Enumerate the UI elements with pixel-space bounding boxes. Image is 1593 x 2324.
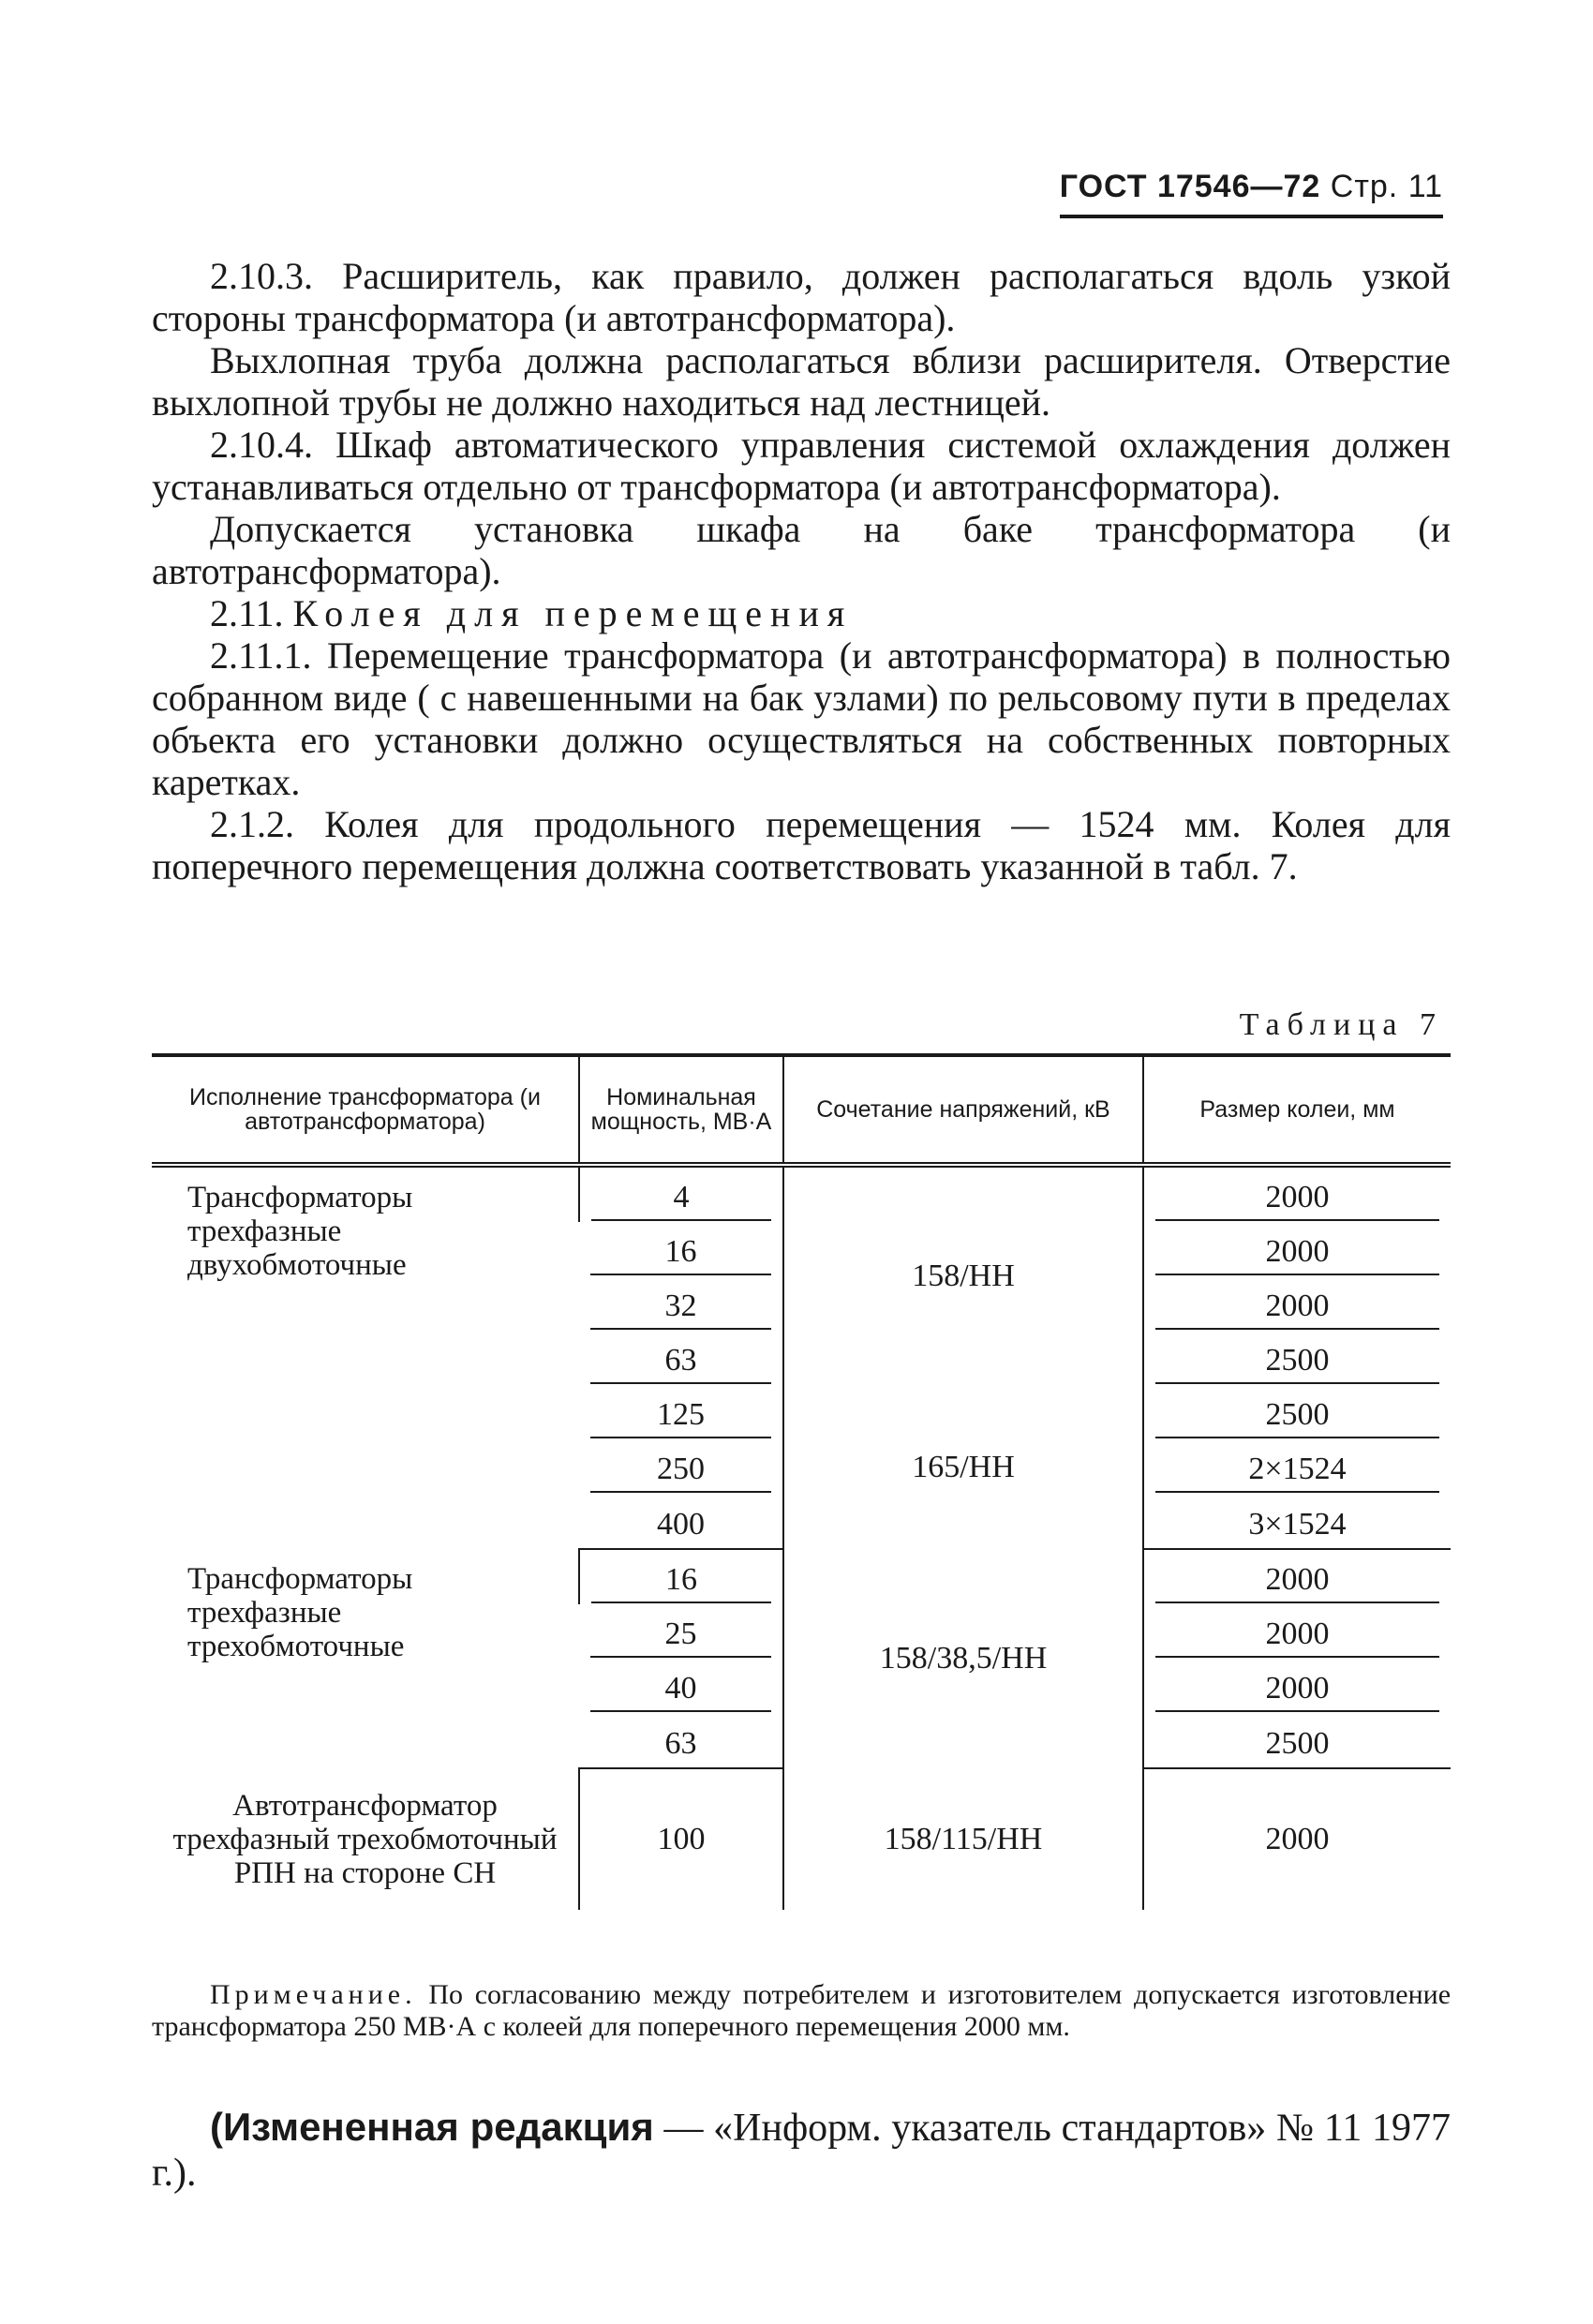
track-cell: 2000 [1143,1165,1451,1222]
table-row [152,1549,1451,1604]
power-cell: 40 [579,1659,783,1713]
paragraph: 2.10.4. Шкаф автоматического управления системой охлаждения должен устанавливаться отдельно от трансформатора (и автотрансформатора). [152,424,1451,508]
voltage-cell: 158/НН [783,1165,1143,1385]
power-cell: 125 [579,1385,783,1439]
power-cell: 250 [579,1439,783,1494]
column-header: Исполнение трансформатора (и автотрансформатора) [152,1055,579,1165]
power-cell: 63 [579,1331,783,1385]
standard-number: ГОСТ 17546—72 [1059,169,1321,204]
track-cell: 2500 [1143,1385,1451,1439]
page-number: Стр. 11 [1330,169,1443,204]
power-cell: 16 [579,1549,783,1604]
section-heading [152,592,1451,634]
voltage-cell: 158/38,5/НН [783,1549,1143,1768]
paragraph: 2.10.3. Расширитель, как правило, должен располагаться вдоль узкой стороны трансформатора (и автотрансформатора). [152,255,1451,339]
body-text [152,255,1451,887]
power-cell: 25 [579,1604,783,1659]
page-header [1060,169,1443,218]
power-cell: 63 [579,1713,783,1768]
track-cell: 2×1524 [1143,1439,1451,1494]
power-cell: 16 [579,1222,783,1276]
track-cell: 2000 [1143,1604,1451,1659]
table-row [152,1768,1451,1910]
note-label: Примечание. [210,1979,417,2010]
track-gauge-table [152,1053,1451,1910]
track-cell: 2000 [1143,1549,1451,1604]
table-row [152,1165,1451,1222]
transformer-type-cell: Автотрансформатор трехфазный трехобмоточный РПН на стороне СН [172,1788,558,1890]
power-cell: 100 [579,1768,783,1910]
column-header: Сочетание напряжений, кВ [783,1055,1143,1165]
track-cell: 2500 [1143,1713,1451,1768]
table-caption: Таблица 7 [1239,1007,1443,1042]
amendment-bold: (Измененная редакция [210,2105,654,2149]
paragraph: Допускается установка шкафа на баке трансформатора (и автотрансформатора). [152,508,1451,592]
paragraph: Выхлопная труба должна располагаться вблизи расширителя. Отверстие выхлопной трубы не должно находиться над лестницей. [152,339,1451,424]
transformer-type-cell: Трансформаторы трехфазные трехобмоточные [187,1562,413,1663]
power-cell: 400 [579,1494,783,1549]
amendment-note [152,2105,1451,2196]
table-note [152,1979,1451,2043]
power-cell: 32 [579,1276,783,1331]
section-number: 2.11. [210,592,284,634]
power-cell: 4 [579,1165,783,1222]
track-cell: 2000 [1143,1276,1451,1331]
voltage-cell: 158/115/НН [783,1768,1143,1910]
paragraph: 2.11.1. Перемещение трансформатора (и автотрансформатора) в полностью собранном виде ( с навешенными на бак узлами) по рельсовому пути в пределах объекта его установки должно осуществляться на собственных повторных каретках. [152,634,1451,803]
paragraph: 2.1.2. Колея для продольного перемещения — 1524 мм. Колея для поперечного перемещения должна соответствовать указанной в табл. 7. [152,803,1451,887]
note-text: По согласованию между потребителем и изготовителем допускается изготовление трансформатора 250 МВ·А с колеей для поперечного перемещения 2000 мм. [152,1979,1452,2042]
track-cell: 2000 [1143,1222,1451,1276]
track-cell: 2500 [1143,1331,1451,1385]
column-header: Размер колеи, мм [1143,1055,1451,1165]
track-cell: 2000 [1143,1659,1451,1713]
track-cell: 2000 [1143,1768,1451,1910]
amendment-text: — «Информ. указатель стандартов» № 11 1977 г.). [152,2107,1451,2195]
table-header-row [152,1055,1451,1165]
transformer-type-cell: Трансформаторы трехфазные двухобмоточные [187,1181,413,1282]
voltage-cell: 165/НН [783,1385,1143,1549]
section-title: Колея для перемещения [292,592,854,634]
track-cell: 3×1524 [1143,1494,1451,1549]
column-header: Номинальная мощность, МВ·А [579,1055,783,1165]
